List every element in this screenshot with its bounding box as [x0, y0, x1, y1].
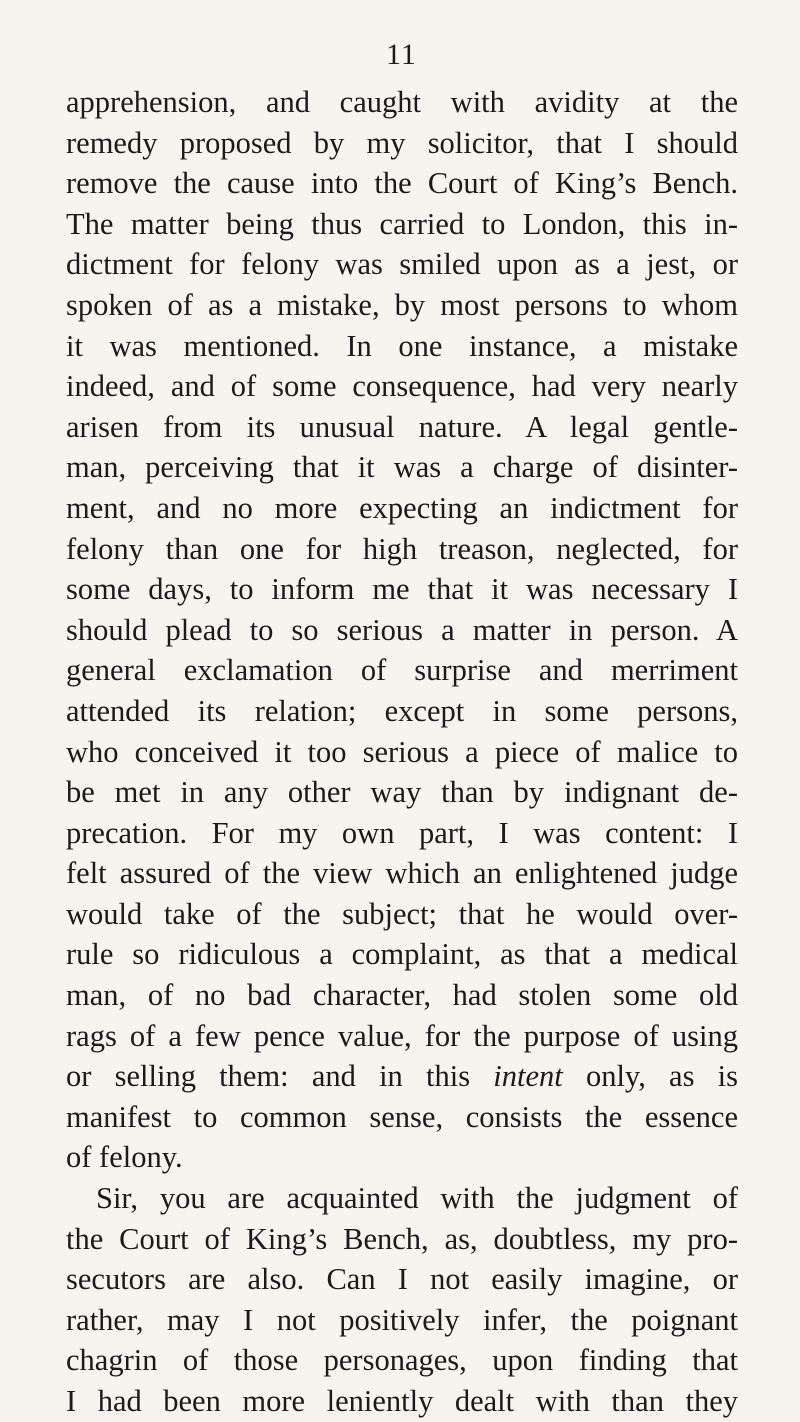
text-line: would take of the subject; that he would over- — [66, 896, 738, 931]
text-line: The matter being thus carried to London, this in- — [66, 206, 738, 241]
text-line: rule so ridiculous a complaint, as that a medical — [66, 937, 738, 972]
text-line: the Court of King’s Bench, as, doubtless, my pro- — [66, 1221, 738, 1256]
text-line: indeed, and of some consequence, had very nearly — [66, 369, 738, 404]
text-line: be met in any other way than by indignant de- — [66, 775, 738, 810]
text-line: felony than one for high treason, neglected, for — [66, 531, 738, 566]
italic-word: intent — [493, 1059, 563, 1094]
paragraph-end-line: of felony. — [66, 1140, 183, 1175]
text-line: remedy proposed by my solicitor, that I should — [66, 125, 738, 160]
text-line: man, perceiving that it was a charge of disinter- — [66, 450, 738, 485]
text-line: ment, and no more expecting an indictment for — [66, 490, 738, 525]
text-line: should plead to so serious a matter in person. A — [66, 612, 738, 647]
text-line: some days, to inform me that it was necessary I — [66, 572, 738, 607]
text-line: apprehension, and caught with avidity at the — [66, 85, 738, 119]
line-text-start: or selling them: and in this — [66, 1059, 494, 1094]
text-line: spoken of as a mistake, by most persons to whom — [66, 287, 738, 322]
text-line: man, of no bad character, had stolen some old — [66, 978, 738, 1013]
text-line-with-italic — [66, 1056, 738, 1097]
text-line: rather, may I not positively infer, the poignant — [66, 1302, 738, 1337]
text-line: dictment for felony was smiled upon as a jest, or — [66, 247, 738, 282]
text-line: Sir, you are acquainted with the judgment of — [96, 1181, 738, 1216]
text-line: arisen from its unusual nature. A legal gentle- — [66, 409, 738, 444]
body-text — [66, 82, 738, 1422]
text-line: chagrin of those personages, upon finding that — [66, 1343, 738, 1378]
text-line: secutors are also. Can I not easily imagine, or — [66, 1262, 738, 1297]
text-line: precation. For my own part, I was content: I — [66, 815, 738, 850]
text-line: attended its relation; except in some persons, — [66, 693, 738, 728]
text-line: it was mentioned. In one instance, a mistake — [66, 328, 738, 363]
page-number: 11 — [386, 38, 417, 71]
text-line: who conceived it too serious a piece of malice to — [66, 734, 738, 769]
line-text-end: only, as is — [562, 1059, 738, 1094]
text-line: rags of a few pence value, for the purpose of using — [66, 1018, 738, 1053]
text-line: general exclamation of surprise and merriment — [66, 653, 738, 688]
text-line: I had been more leniently dealt with than they — [66, 1384, 738, 1418]
text-line: felt assured of the view which an enlightened judge — [66, 856, 738, 891]
text-line: remove the cause into the Court of King’s Bench. — [66, 166, 738, 201]
text-line: manifest to common sense, consists the essence — [66, 1099, 738, 1134]
